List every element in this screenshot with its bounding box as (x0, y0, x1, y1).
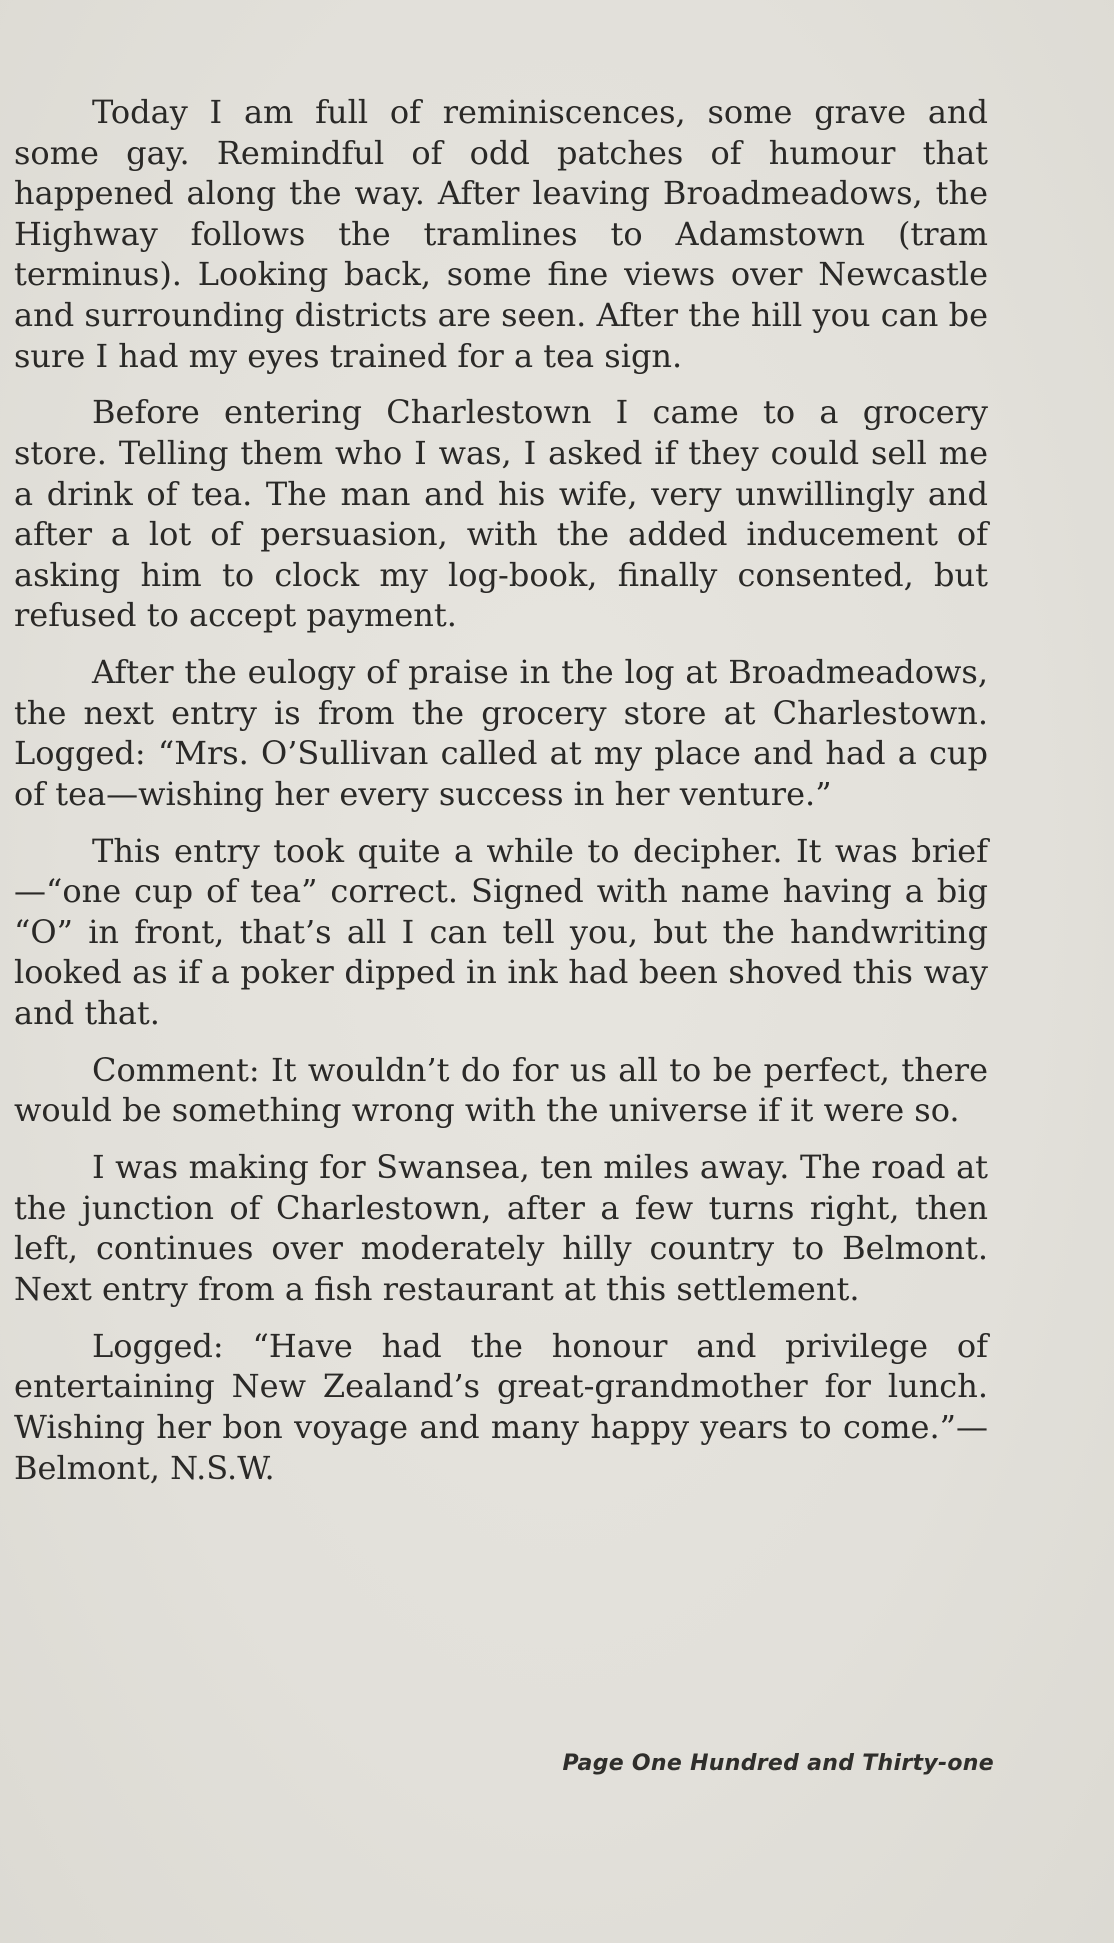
page-number-footer: Page One Hundred and Thirty-one (562, 1751, 994, 1776)
paragraph-1: Today I am full of reminiscences, some grave and some gay. Remindful of odd patches of humour that happened along the way. After leaving Broadmeadows, the Highway follows the tramlines to Adamstown (tram terminus). Looking back, some fine views over Newcastle and surrounding districts are seen. After the hill you can be sure I had my eyes trained for a tea sign. (14, 93, 988, 375)
paragraph-2: Before entering Charlestown I came to a grocery store. Telling them who I was, I asked if they could sell me a drink of tea. The man and his wife, very unwillingly and after a lot of persuasion, with the added inducement of asking him to clock my log-book, finally consented, but refused to accept payment. (14, 393, 988, 635)
paragraph-6: I was making for Swansea, ten miles away. The road at the junction of Charlestown, after a few turns right, then left, continues over moderately hilly country to Belmont. Next entry from a fish restaurant at this settlement. (14, 1148, 988, 1308)
body-text (14, 92, 988, 1504)
paragraph-4: This entry took quite a while to decipher. It was brief—“one cup of tea” correct. Signed with name having a big “O” in front, that’s all I can tell you, but the handwriting looked as if a poker dipped in ink had been shoved this way and that. (14, 831, 988, 1033)
paragraph-3: After the eulogy of praise in the log at Broadmeadows, the next entry is from the grocery store at Charlestown. Logged: “Mrs. O’Sullivan called at my place and had a cup of tea—wishing her every success in her venture.” (14, 653, 988, 813)
paragraph-7: Logged: “Have had the honour and privilege of entertaining New Zealand’s great-grandmother for lunch. Wishing her bon voyage and many happy years to come.”—Belmont, N.S.W. (14, 1326, 988, 1487)
paragraph-5: Comment: It wouldn’t do for us all to be perfect, there would be something wrong with the universe if it were so. (14, 1050, 988, 1130)
